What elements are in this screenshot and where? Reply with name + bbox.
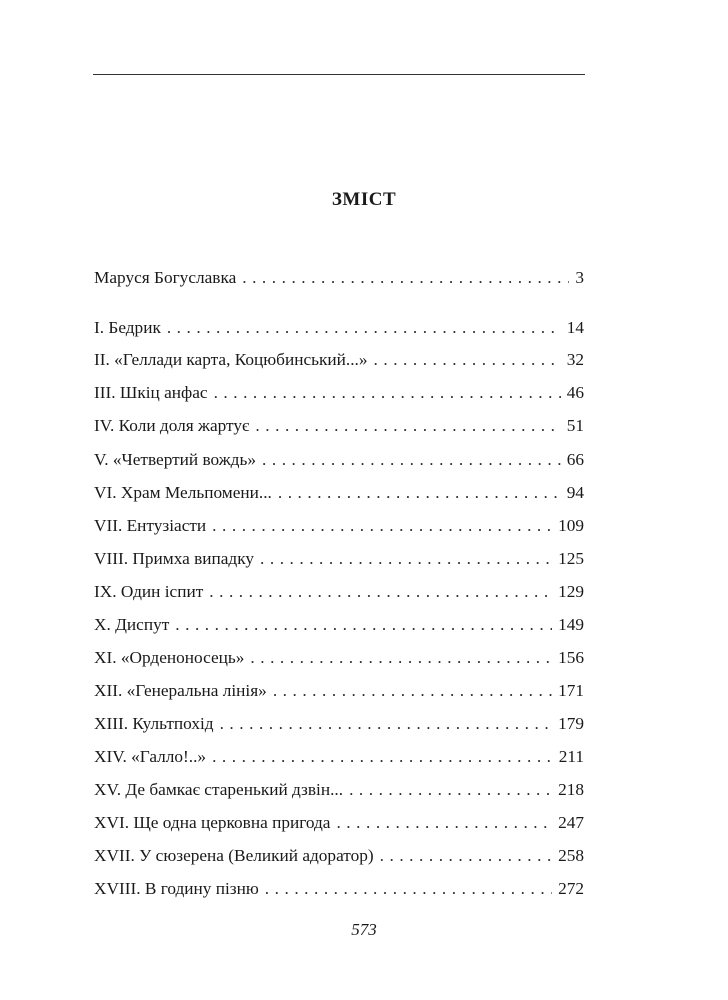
toc-entry-title: VIII. Примха випадку bbox=[94, 549, 255, 568]
toc-entry-page: 179 bbox=[558, 714, 584, 733]
dot-leader bbox=[349, 777, 552, 803]
toc-entry[interactable] bbox=[94, 347, 584, 373]
toc-entry[interactable] bbox=[94, 480, 584, 506]
toc-entry-page: 14 bbox=[566, 318, 584, 337]
toc-entry-title: XIV. «Галло!..» bbox=[94, 747, 207, 766]
toc-entry-page: 125 bbox=[558, 549, 584, 568]
toc-entry[interactable] bbox=[94, 315, 584, 341]
toc-entry-page: 66 bbox=[566, 450, 584, 469]
toc-entry[interactable] bbox=[94, 645, 584, 671]
toc-entry-page: 3 bbox=[575, 268, 584, 287]
toc-entry-page: 109 bbox=[558, 516, 584, 535]
dot-leader bbox=[278, 480, 561, 506]
toc-entry-title: І. Бедрик bbox=[94, 318, 161, 337]
toc-entry[interactable] bbox=[94, 513, 584, 539]
toc-entry-title: ІІІ. Шкіц анфас bbox=[94, 383, 208, 402]
toc-entry-title: ІІ. «Геллади карта, Коцюбинський...» bbox=[94, 350, 368, 369]
toc-entry-page: 272 bbox=[558, 879, 584, 898]
toc-entry[interactable] bbox=[94, 380, 584, 406]
toc-entry-title: V. «Четвертий вождь» bbox=[94, 450, 257, 469]
toc-entry-title: XI. «Орденоносець» bbox=[94, 648, 245, 667]
toc-entry-title: XII. «Генеральна лінія» bbox=[94, 681, 267, 700]
toc-entry-title: XV. Де бамкає старенький дзвін... bbox=[94, 780, 344, 799]
toc-entry[interactable] bbox=[94, 777, 584, 803]
toc-entry-title: XIII. Культпохід bbox=[94, 714, 214, 733]
toc-entry-title: VII. Ентузіасти bbox=[94, 516, 207, 535]
dot-leader bbox=[265, 876, 552, 902]
toc-entry-title: X. Диспут bbox=[94, 615, 170, 634]
page-title: ЗМІСТ bbox=[331, 189, 397, 210]
toc-entry-title: IV. Коли доля жартує bbox=[94, 416, 250, 435]
dot-leader bbox=[374, 347, 561, 373]
toc-entry-page: 258 bbox=[558, 846, 584, 865]
toc-entry-title: IX. Один іспит bbox=[94, 582, 204, 601]
dot-leader bbox=[273, 678, 552, 704]
toc-entry[interactable] bbox=[94, 810, 584, 836]
toc-entry-page: 156 bbox=[558, 648, 584, 667]
dot-leader bbox=[380, 843, 552, 869]
toc-entry[interactable] bbox=[94, 546, 584, 572]
toc-entry-page: 171 bbox=[558, 681, 584, 700]
dot-leader bbox=[250, 645, 552, 671]
dot-leader bbox=[336, 810, 552, 836]
toc-entry[interactable] bbox=[94, 711, 584, 737]
toc-entry-page: 51 bbox=[566, 416, 584, 435]
toc-entry[interactable] bbox=[94, 447, 584, 473]
dot-leader bbox=[262, 447, 561, 473]
toc-entry[interactable] bbox=[94, 413, 584, 439]
dot-leader bbox=[212, 744, 553, 770]
toc-entry-title: XVIII. В годину пізню bbox=[94, 879, 259, 898]
toc-entry-title: XVII. У сюзерена (Великий адоратор) bbox=[94, 846, 374, 865]
toc-entry[interactable] bbox=[94, 744, 584, 770]
toc-entry-page: 94 bbox=[566, 483, 584, 502]
toc-entry[interactable] bbox=[94, 843, 584, 869]
toc-entry-page: 149 bbox=[558, 615, 584, 634]
toc-entry-title: VI. Храм Мельпомени... bbox=[94, 483, 272, 502]
toc-entry-page: 218 bbox=[558, 780, 584, 799]
toc-entry-title: Маруся Богуславка bbox=[94, 268, 237, 287]
page-number: 573 bbox=[351, 920, 377, 939]
toc-entry-page: 247 bbox=[558, 813, 584, 832]
dot-leader bbox=[209, 579, 552, 605]
dot-leader bbox=[260, 546, 552, 572]
header-rule bbox=[93, 74, 585, 75]
dot-leader bbox=[175, 612, 552, 638]
toc-entry[interactable] bbox=[94, 265, 584, 291]
toc-entry[interactable] bbox=[94, 876, 584, 902]
dot-leader bbox=[242, 265, 569, 291]
toc-entry-page: 46 bbox=[566, 383, 584, 402]
dot-leader bbox=[220, 711, 552, 737]
toc-entry[interactable] bbox=[94, 579, 584, 605]
dot-leader bbox=[167, 315, 561, 341]
toc-entry[interactable] bbox=[94, 678, 584, 704]
toc-entry-page: 129 bbox=[558, 582, 584, 601]
toc-entry[interactable] bbox=[94, 612, 584, 638]
dot-leader bbox=[214, 380, 561, 406]
toc-entry-page: 211 bbox=[558, 747, 584, 766]
toc-entry-page: 32 bbox=[566, 350, 584, 369]
toc-entry-title: XVI. Ще одна церковна пригода bbox=[94, 813, 331, 832]
dot-leader bbox=[255, 413, 560, 439]
dot-leader bbox=[212, 513, 552, 539]
